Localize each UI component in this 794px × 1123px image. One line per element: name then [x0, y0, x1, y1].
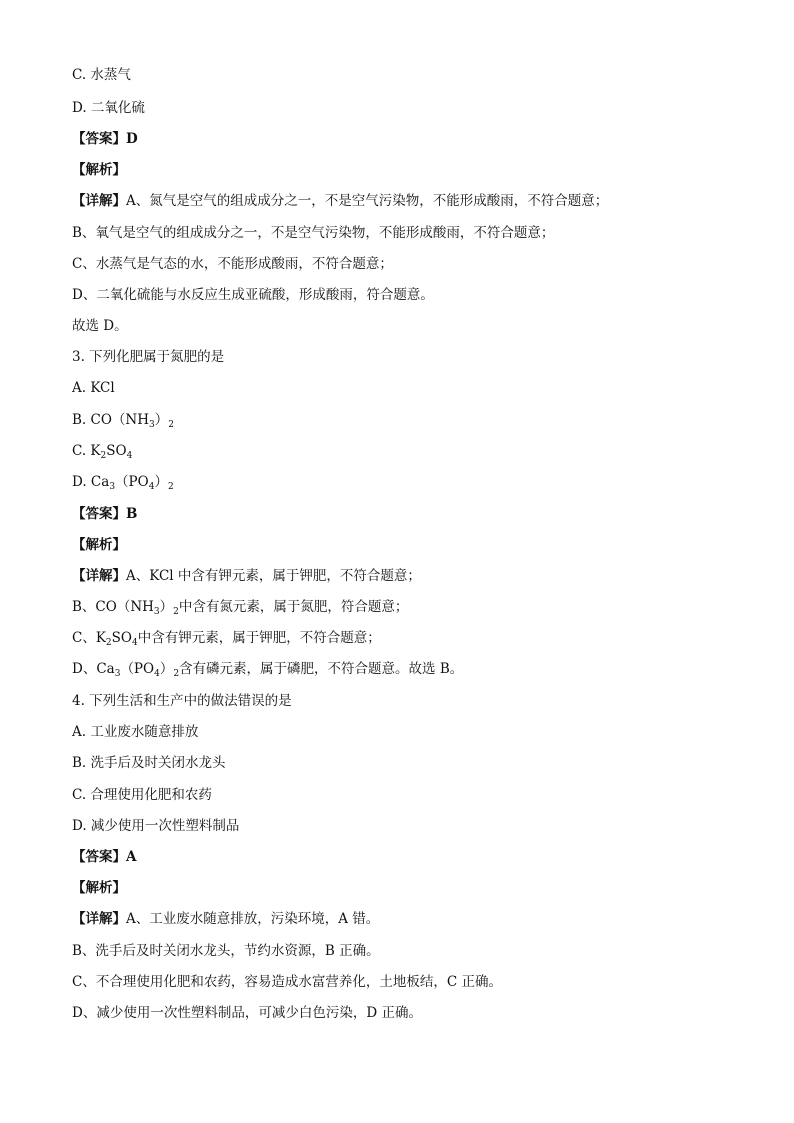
- subscript: 4: [131, 638, 138, 648]
- detail-text: A、KCl 中含有钾元素，属于钾肥，不符合题意；: [126, 568, 421, 584]
- q4-detail-a: [72, 910, 379, 928]
- detail-text: A、氮气是空气的组成成分之一，不是空气污染物，不能形成酸雨，不符合题意；: [126, 193, 609, 209]
- subscript: 4: [148, 482, 155, 492]
- subscript: 3: [153, 607, 160, 617]
- answer-tag: 【答案】: [72, 849, 126, 865]
- detail-text: A、工业废水随意排放，污染环境，A 错。: [126, 911, 380, 927]
- detail-tag: 【详解】: [72, 911, 126, 927]
- q3-option-b: [72, 411, 174, 429]
- formula-text: ）: [159, 661, 174, 677]
- q4-detail-c: C、不合理使用化肥和农药，容易造成水富营养化，土地板结，C 正确。: [72, 974, 502, 990]
- q2-conclusion: 故选 D。: [72, 318, 128, 334]
- q4-option-d: D. 减少使用一次性塑料制品: [72, 818, 240, 834]
- q2-analysis-tag: 【解析】: [72, 162, 126, 178]
- formula-text: C. K: [72, 443, 101, 459]
- subscript: 4: [126, 451, 133, 461]
- formula-text: ）: [154, 474, 168, 490]
- q3-detail-c: [72, 629, 381, 647]
- q2-detail-b: B、氧气是空气的组成成分之一，不是空气污染物，不能形成酸雨，不符合题意；: [72, 225, 555, 241]
- subscript: 2: [100, 451, 107, 461]
- q2-detail-d: D、二氧化硫能与水反应生成亚硫酸，形成酸雨，符合题意。: [72, 287, 434, 303]
- formula-text: B、CO: [72, 599, 117, 615]
- answer-tag: 【答案】: [72, 506, 126, 522]
- answer-value: A: [126, 849, 137, 865]
- subscript: 2: [173, 669, 180, 679]
- q4-detail-b: B、洗手后及时关闭水龙头，节约水资源，B 正确。: [72, 943, 380, 959]
- formula-text: D、Ca: [72, 661, 115, 677]
- answer-value: B: [126, 506, 138, 522]
- answer-value: D: [126, 131, 138, 147]
- formula-text: C、K: [72, 630, 106, 646]
- subscript: 3: [149, 420, 155, 430]
- detail-text: 中含有钾元素，属于钾肥，不符合题意；: [137, 630, 381, 646]
- subscript: 2: [105, 638, 112, 648]
- subscript: 2: [168, 420, 174, 430]
- formula-text: （NH: [116, 599, 154, 615]
- q4-detail-d: D、减少使用一次性塑料制品，可减少白色污染，D 正确。: [72, 1005, 422, 1021]
- formula-text: B. CO: [72, 412, 112, 428]
- formula-text: D. Ca: [72, 474, 110, 490]
- formula-text: SO: [111, 630, 132, 646]
- q3-stem: 3. 下列化肥属于氮肥的是: [72, 349, 225, 365]
- q2-detail-c: C、水蒸气是气态的水，不能形成酸雨，不符合题意；: [72, 256, 393, 272]
- detail-text: 中含有氮元素，属于氮肥，符合题意；: [178, 599, 409, 615]
- formula-text: （PO: [120, 661, 155, 677]
- q2-answer-line: [72, 130, 138, 148]
- subscript: 2: [167, 482, 174, 492]
- detail-text: 含有磷元素，属于磷肥，不符合题意。故选 B。: [179, 661, 464, 677]
- subscript: 2: [173, 607, 179, 617]
- q4-analysis-tag: 【解析】: [72, 880, 126, 896]
- formula-text: ）: [154, 412, 169, 428]
- q4-option-c: C. 合理使用化肥和农药: [72, 787, 212, 803]
- q4-answer-line: [72, 848, 136, 866]
- subscript: 4: [154, 669, 160, 679]
- formula-text: SO: [106, 443, 127, 459]
- formula-text: ）: [159, 599, 174, 615]
- formula-text: （NH: [111, 412, 149, 428]
- detail-tag: 【详解】: [72, 193, 126, 209]
- subscript: 3: [114, 669, 121, 679]
- q2-option-c: C. 水蒸气: [72, 67, 131, 83]
- q2-detail-a: [72, 192, 608, 210]
- q4-stem: 4. 下列生活和生产中的做法错误的是: [72, 693, 292, 709]
- formula-text: （PO: [115, 474, 149, 490]
- q3-detail-d: [72, 660, 463, 678]
- q2-option-d: D. 二氧化硫: [72, 100, 145, 116]
- q3-option-d: [72, 473, 174, 491]
- answer-tag: 【答案】: [72, 131, 126, 147]
- subscript: 3: [109, 482, 116, 492]
- q3-detail-b: [72, 598, 408, 616]
- detail-tag: 【详解】: [72, 568, 126, 584]
- q3-analysis-tag: 【解析】: [72, 537, 126, 553]
- q3-option-c: [72, 442, 132, 460]
- q3-option-a: A. KCl: [72, 380, 115, 396]
- q3-answer-line: [72, 505, 137, 523]
- q4-option-a: A. 工业废水随意排放: [72, 724, 199, 740]
- q3-detail-a: [72, 567, 421, 585]
- q4-option-b: B. 洗手后及时关闭水龙头: [72, 755, 226, 771]
